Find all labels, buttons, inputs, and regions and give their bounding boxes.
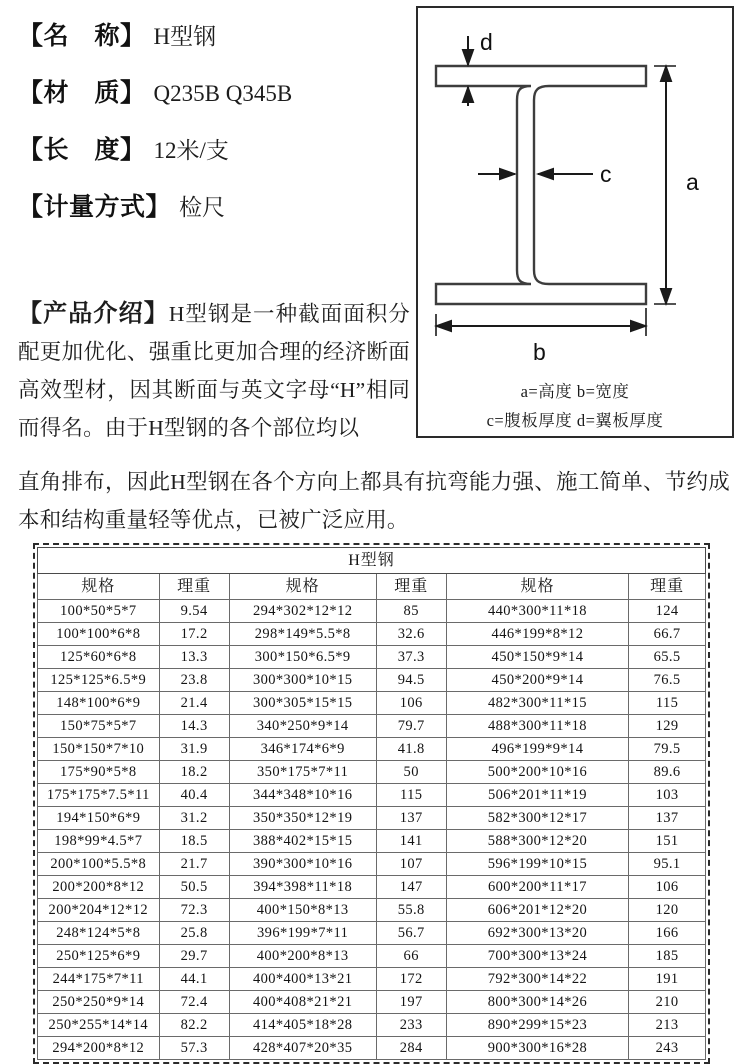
cell-spec: 300*300*10*15 bbox=[229, 669, 376, 692]
spec-row-material bbox=[18, 73, 418, 109]
cell-spec: 200*200*8*12 bbox=[38, 876, 160, 899]
cell-weight: 23.8 bbox=[159, 669, 229, 692]
cell-weight: 18.2 bbox=[159, 761, 229, 784]
cell-spec: 488*300*11*18 bbox=[446, 715, 628, 738]
cell-weight: 72.4 bbox=[159, 991, 229, 1014]
table-row bbox=[38, 991, 706, 1014]
spec-row-length bbox=[18, 130, 418, 166]
cell-weight: 79.5 bbox=[629, 738, 706, 761]
table-row bbox=[38, 761, 706, 784]
cell-weight: 191 bbox=[629, 968, 706, 991]
table-row bbox=[38, 692, 706, 715]
cell-spec: 900*300*16*28 bbox=[446, 1037, 628, 1060]
cell-weight: 151 bbox=[629, 830, 706, 853]
cell-spec: 294*302*12*12 bbox=[229, 600, 376, 623]
cell-spec: 400*400*13*21 bbox=[229, 968, 376, 991]
cell-weight: 21.4 bbox=[159, 692, 229, 715]
cell-spec: 150*75*5*7 bbox=[38, 715, 160, 738]
diagram-legend-line-2: c=腹板厚度 d=翼板厚度 bbox=[486, 411, 664, 430]
spec-row-name bbox=[18, 16, 418, 52]
cell-weight: 103 bbox=[629, 784, 706, 807]
cell-spec: 175*90*5*8 bbox=[38, 761, 160, 784]
dimension-label-c: c bbox=[600, 161, 612, 187]
column-header-weight-2: 理重 bbox=[376, 574, 446, 600]
dimension-label-a: a bbox=[686, 169, 699, 195]
cell-spec: 800*300*14*26 bbox=[446, 991, 628, 1014]
cell-spec: 500*200*10*16 bbox=[446, 761, 628, 784]
column-header-spec-2: 规格 bbox=[229, 574, 376, 600]
cell-spec: 346*174*6*9 bbox=[229, 738, 376, 761]
cell-spec: 350*175*7*11 bbox=[229, 761, 376, 784]
table-row bbox=[38, 945, 706, 968]
cell-spec: 692*300*13*20 bbox=[446, 922, 628, 945]
cell-spec: 250*125*6*9 bbox=[38, 945, 160, 968]
cell-spec: 340*250*9*14 bbox=[229, 715, 376, 738]
column-header-spec-3: 规格 bbox=[446, 574, 628, 600]
cell-spec: 396*199*7*11 bbox=[229, 922, 376, 945]
dimension-label-b: b bbox=[533, 339, 546, 365]
spec-value-length: 12米/支 bbox=[153, 138, 229, 163]
cell-spec: 248*124*5*8 bbox=[38, 922, 160, 945]
column-header-weight-3: 理重 bbox=[629, 574, 706, 600]
column-header-weight-1: 理重 bbox=[159, 574, 229, 600]
cell-weight: 40.4 bbox=[159, 784, 229, 807]
cell-weight: 44.1 bbox=[159, 968, 229, 991]
cell-weight: 50.5 bbox=[159, 876, 229, 899]
cell-spec: 414*405*18*28 bbox=[229, 1014, 376, 1037]
dimension-b-arrows bbox=[436, 308, 646, 336]
intro-label: 【产品介绍】 bbox=[18, 297, 169, 327]
spec-table-container bbox=[33, 543, 710, 1064]
cell-spec: 125*60*6*8 bbox=[38, 646, 160, 669]
cell-spec: 400*408*21*21 bbox=[229, 991, 376, 1014]
cell-weight: 89.6 bbox=[629, 761, 706, 784]
intro-body-text: H型钢是一种截面面积分配更加优化、强重比更加合理的经济断面高效型材，因其断面与英文字母“H”相同而得名。由于H型钢的各个部位均以 bbox=[18, 301, 410, 440]
table-row bbox=[38, 830, 706, 853]
product-introduction bbox=[18, 272, 410, 468]
cell-weight: 66 bbox=[376, 945, 446, 968]
spec-value-measurement: 检尺 bbox=[179, 195, 226, 220]
cell-weight: 13.3 bbox=[159, 646, 229, 669]
cell-spec: 294*200*8*12 bbox=[38, 1037, 160, 1060]
table-title: H型钢 bbox=[38, 548, 706, 574]
cell-weight: 115 bbox=[629, 692, 706, 715]
cell-spec: 440*300*11*18 bbox=[446, 600, 628, 623]
cell-weight: 72.3 bbox=[159, 899, 229, 922]
cell-spec: 388*402*15*15 bbox=[229, 830, 376, 853]
cell-weight: 141 bbox=[376, 830, 446, 853]
spec-label-name: 【名 称】 bbox=[18, 21, 146, 50]
cell-weight: 115 bbox=[376, 784, 446, 807]
cell-spec: 792*300*14*22 bbox=[446, 968, 628, 991]
table-row bbox=[38, 784, 706, 807]
cell-weight: 31.9 bbox=[159, 738, 229, 761]
h-beam-svg bbox=[418, 8, 732, 436]
table-row bbox=[38, 623, 706, 646]
table-row bbox=[38, 738, 706, 761]
cell-weight: 50 bbox=[376, 761, 446, 784]
cell-weight: 25.8 bbox=[159, 922, 229, 945]
cell-weight: 284 bbox=[376, 1037, 446, 1060]
cell-weight: 106 bbox=[376, 692, 446, 715]
spec-value-material: Q235B Q345B bbox=[153, 81, 293, 106]
cell-spec: 588*300*12*20 bbox=[446, 830, 628, 853]
spec-label-length: 【长 度】 bbox=[18, 135, 146, 164]
cell-weight: 129 bbox=[629, 715, 706, 738]
cell-spec: 250*255*14*14 bbox=[38, 1014, 160, 1037]
cell-weight: 55.8 bbox=[376, 899, 446, 922]
cell-spec: 890*299*15*23 bbox=[446, 1014, 628, 1037]
cell-weight: 107 bbox=[376, 853, 446, 876]
cell-weight: 85 bbox=[376, 600, 446, 623]
cell-spec: 606*201*12*20 bbox=[446, 899, 628, 922]
cell-weight: 243 bbox=[629, 1037, 706, 1060]
cell-spec: 100*100*6*8 bbox=[38, 623, 160, 646]
table-row bbox=[38, 1037, 706, 1060]
cell-weight: 32.6 bbox=[376, 623, 446, 646]
cell-spec: 482*300*11*15 bbox=[446, 692, 628, 715]
cell-spec: 350*350*12*19 bbox=[229, 807, 376, 830]
cell-spec: 200*100*5.5*8 bbox=[38, 853, 160, 876]
cell-weight: 185 bbox=[629, 945, 706, 968]
spec-row-measurement bbox=[18, 187, 418, 223]
table-row bbox=[38, 807, 706, 830]
cell-weight: 137 bbox=[376, 807, 446, 830]
cell-spec: 300*305*15*15 bbox=[229, 692, 376, 715]
cell-spec: 446*199*8*12 bbox=[446, 623, 628, 646]
table-row bbox=[38, 922, 706, 945]
cell-weight: 17.2 bbox=[159, 623, 229, 646]
h-beam-cross-section-diagram bbox=[416, 6, 734, 438]
cell-weight: 31.2 bbox=[159, 807, 229, 830]
cell-weight: 233 bbox=[376, 1014, 446, 1037]
cell-spec: 244*175*7*11 bbox=[38, 968, 160, 991]
cell-weight: 137 bbox=[629, 807, 706, 830]
intro-paragraph-continued: 直角排布，因此H型钢在各个方向上都具有抗弯能力强、施工简单、节约成本和结构重量轻等优点，已被广泛应用。 bbox=[18, 470, 730, 532]
cell-spec: 194*150*6*9 bbox=[38, 807, 160, 830]
cell-spec: 390*300*10*16 bbox=[229, 853, 376, 876]
cell-weight: 57.3 bbox=[159, 1037, 229, 1060]
cell-spec: 450*150*9*14 bbox=[446, 646, 628, 669]
table-row bbox=[38, 968, 706, 991]
product-spec-list bbox=[18, 16, 418, 244]
cell-spec: 394*398*11*18 bbox=[229, 876, 376, 899]
cell-spec: 600*200*11*17 bbox=[446, 876, 628, 899]
cell-weight: 65.5 bbox=[629, 646, 706, 669]
cell-weight: 29.7 bbox=[159, 945, 229, 968]
table-row bbox=[38, 669, 706, 692]
cell-spec: 200*204*12*12 bbox=[38, 899, 160, 922]
cell-weight: 124 bbox=[629, 600, 706, 623]
cell-weight: 210 bbox=[629, 991, 706, 1014]
table-row bbox=[38, 600, 706, 623]
cell-spec: 148*100*6*9 bbox=[38, 692, 160, 715]
table-row bbox=[38, 876, 706, 899]
cell-spec: 198*99*4.5*7 bbox=[38, 830, 160, 853]
cell-spec: 582*300*12*17 bbox=[446, 807, 628, 830]
cell-spec: 344*348*10*16 bbox=[229, 784, 376, 807]
cell-weight: 79.7 bbox=[376, 715, 446, 738]
cell-spec: 596*199*10*15 bbox=[446, 853, 628, 876]
table-row bbox=[38, 715, 706, 738]
cell-weight: 94.5 bbox=[376, 669, 446, 692]
cell-weight: 95.1 bbox=[629, 853, 706, 876]
cell-weight: 172 bbox=[376, 968, 446, 991]
cell-weight: 21.7 bbox=[159, 853, 229, 876]
cell-spec: 150*150*7*10 bbox=[38, 738, 160, 761]
cell-spec: 400*150*8*13 bbox=[229, 899, 376, 922]
cell-weight: 106 bbox=[629, 876, 706, 899]
cell-spec: 450*200*9*14 bbox=[446, 669, 628, 692]
cell-weight: 56.7 bbox=[376, 922, 446, 945]
cell-spec: 298*149*5.5*8 bbox=[229, 623, 376, 646]
cell-weight: 213 bbox=[629, 1014, 706, 1037]
cell-weight: 37.3 bbox=[376, 646, 446, 669]
cell-weight: 14.3 bbox=[159, 715, 229, 738]
cell-spec: 250*250*9*14 bbox=[38, 991, 160, 1014]
cell-weight: 147 bbox=[376, 876, 446, 899]
cell-spec: 100*50*5*7 bbox=[38, 600, 160, 623]
table-row bbox=[38, 1014, 706, 1037]
cell-weight: 82.2 bbox=[159, 1014, 229, 1037]
diagram-legend-line-1: a=高度 b=宽度 bbox=[520, 382, 630, 401]
cell-spec: 428*407*20*35 bbox=[229, 1037, 376, 1060]
dimension-label-d: d bbox=[480, 29, 493, 55]
cell-weight: 41.8 bbox=[376, 738, 446, 761]
cell-spec: 400*200*8*13 bbox=[229, 945, 376, 968]
h-beam-spec-table bbox=[37, 547, 706, 1060]
dimension-a-arrows bbox=[654, 66, 676, 304]
cell-weight: 120 bbox=[629, 899, 706, 922]
cell-spec: 700*300*13*24 bbox=[446, 945, 628, 968]
cell-spec: 175*175*7.5*11 bbox=[38, 784, 160, 807]
table-title-row bbox=[38, 548, 706, 574]
cell-weight: 76.5 bbox=[629, 669, 706, 692]
cell-spec: 506*201*11*19 bbox=[446, 784, 628, 807]
cell-weight: 197 bbox=[376, 991, 446, 1014]
cell-weight: 66.7 bbox=[629, 623, 706, 646]
intro-paragraph bbox=[18, 294, 410, 447]
spec-label-material: 【材 质】 bbox=[18, 78, 146, 107]
table-row bbox=[38, 646, 706, 669]
cell-spec: 300*150*6.5*9 bbox=[229, 646, 376, 669]
cell-weight: 9.54 bbox=[159, 600, 229, 623]
spec-value-name: H型钢 bbox=[153, 24, 217, 49]
cell-weight: 18.5 bbox=[159, 830, 229, 853]
table-row bbox=[38, 899, 706, 922]
cell-weight: 166 bbox=[629, 922, 706, 945]
column-header-spec-1: 规格 bbox=[38, 574, 160, 600]
cell-spec: 125*125*6.5*9 bbox=[38, 669, 160, 692]
table-header-row bbox=[38, 574, 706, 600]
cell-spec: 496*199*9*14 bbox=[446, 738, 628, 761]
spec-label-measurement: 【计量方式】 bbox=[18, 192, 172, 221]
table-row bbox=[38, 853, 706, 876]
